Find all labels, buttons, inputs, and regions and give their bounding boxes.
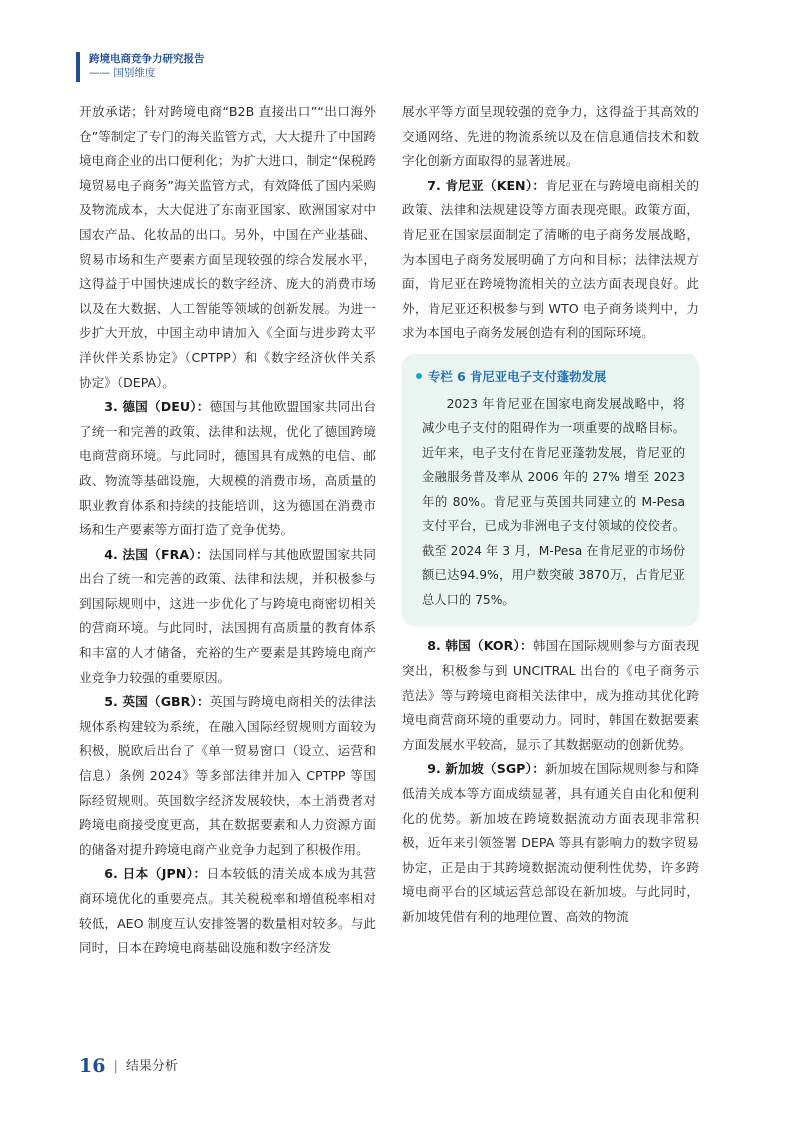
bullet-dot-icon <box>416 373 422 379</box>
section-body-korea: 韩国在国际规则参与方面表现突出，积极参与到 UNCITRAL 出台的《电子商务示范法》等与跨境电商相关法律中，成为推动其优化跨境电商营商环境的重要动力。同时，韩国在数据要素方面发展水平较高，显示了其数据驱动的创新优势。 <box>402 638 700 752</box>
paragraph-japan-cont: 展水平等方面呈现较强的竞争力，这得益于其高效的交通网络、先进的物流系统以及在信息通信技术和数字化创新方面取得的显著进展。 <box>402 104 699 169</box>
left-column <box>79 100 376 961</box>
paragraph-singapore <box>402 757 699 929</box>
section-body-france: 法国同样与其他欧盟国家共同出台了统一和完善的政策、法律和法规，并积极参与到国际规则中，这进一步优化了与跨境电商密切相关的营商环境。与此同时，法国拥有高质量的教育体系和丰富的人才储备，充裕的生产要素是其跨境电商产业竞争力较强的重要原因。 <box>79 546 376 685</box>
box-body: 2023 年肯尼亚在国家电商发展战略中，将减少电子支付的阻碍作为一项重要的战略目标。近年来，电子支付在肯尼亚蓬勃发展，肯尼亚的金融服务普及率从 2006 年的 27% 增至 2023 年的 80%。肯尼亚与英国共同建立的 M-Pesa 支付平台，已成为非洲电子支付领域的佼佼者。截至 2024 年 3 月，M-Pesa 在肯尼亚的市场份额已达94.9%，用户数突破 3870万，占肯尼亚总人口的 75%。 <box>422 396 685 607</box>
paragraph-china-cont: 开放承诺；针对跨境电商“B2B 直接出口”“出口海外仓”等制定了专门的海关监管方式，大大提升了中国跨境电商企业的出口便利化；为扩大进口，制定“保税跨境贸易电子商务”海关监管方式，有效降低了国内采购及物流成本，大大促进了东南亚国家、欧洲国家对中国农产品、化妆品的出口。另外，中国在产业基础、贸易市场和生产要素方面呈现较强的综合发展水平，这得益于中国快速成长的数字经济、庞大的消费市场以及在大数据、人工智能等领域的创新发展。为进一步扩大开放，中国主动申请加入《全面与进步跨太平洋伙伴关系协定》（CPTPP）和《数字经济伙伴关系协定》（DEPA）。 <box>79 104 376 390</box>
paragraph-germany <box>79 395 376 543</box>
running-header <box>76 52 205 82</box>
right-column <box>402 100 699 930</box>
report-title: 跨境电商竞争力研究报告 <box>89 53 205 65</box>
footer-separator: | <box>113 1059 118 1074</box>
report-subtitle: —— 国别维度 <box>89 67 156 79</box>
sidebar-box-kenya-payments <box>402 354 699 627</box>
section-body-germany: 德国与其他欧盟国家共同出台了统一和完善的政策、法律和法规，优化了德国跨境电商营商环境。与此同时，德国具有成熟的电信、邮政、物流等基础设施，大规模的消费市场，高质量的职业教育体系和持续的技能培训，这为德国在消费市场和生产要素等方面打造了竞争优势。 <box>79 399 376 538</box>
box-title-text: 专栏 6 肯尼亚电子支付蓬勃发展 <box>428 368 607 384</box>
paragraph-japan <box>79 862 376 960</box>
section-heading-france: 4. 法国（FRA）： <box>104 546 209 562</box>
section-heading-kenya: 7. 肯尼亚（KEN）： <box>427 177 546 193</box>
box-title <box>416 366 685 388</box>
section-heading-japan: 6. 日本（JPN）： <box>104 866 207 882</box>
section-heading-germany: 3. 德国（DEU）： <box>104 399 210 415</box>
section-body-kenya: 肯尼亚在与跨境电商相关的政策、法律和法规建设等方面表现亮眼。政策方面，肯尼亚在国家层面制定了清晰的电子商务发展战略，为本国电子商务发展明确了方向和目标；法律法规方面，肯尼亚在跨境物流相关的立法方面表现良好。此外，肯尼亚还积极参与到 WTO 电子商务谈判中，力求为本国电子商务发展创造有利的国际环境。 <box>402 177 699 341</box>
page-number: 16 <box>79 1055 106 1077</box>
section-body-japan: 日本较低的清关成本成为其营商环境优化的重要亮点。其关税税率和增值税率相对较低，AEO 制度互认安排签署的数量相对较多。与此同时，日本在跨境电商基础设施和数字经济发 <box>79 866 377 956</box>
paragraph-kenya <box>402 174 699 346</box>
page-footer <box>79 1055 178 1077</box>
section-body-uk: 英国与跨境电商相关的法律法规体系构建较为系统，在融入国际经贸规则方面较为积极，脱欧后出台了《单一贸易窗口（设立、运营和信息）条例 2024》等多部法律并加入 CPTPP 等国际经贸规则。英国数字经济发展较快，本土消费者对跨境电商接受度更高，其在数据要素和人力资源方面的储备对提升跨境电商产业竞争力起到了积极作用。 <box>79 694 376 857</box>
footer-section: 结果分析 <box>125 1059 178 1074</box>
paragraph-uk <box>79 690 376 862</box>
section-heading-uk: 5. 英国（GBR）： <box>104 694 210 710</box>
section-body-singapore: 新加坡在国际规则参与和降低清关成本等方面成绩显著，具有通关自由化和便利化的优势。新加坡在跨境数据流动方面表现非常积极，近年来引领签署 DEPA 等具有影响力的数字贸易协定，正是由于其跨境数据流动便利性优势，许多跨境电商平台的区域运营总部设在新加坡。与此同时，新加坡凭借有利的地理位置、高效的物流 <box>402 761 699 924</box>
paragraph-korea <box>402 634 699 757</box>
section-heading-singapore: 9. 新加坡（SGP）： <box>427 761 546 777</box>
section-heading-korea: 8. 韩国（KOR）： <box>427 638 533 654</box>
paragraph-france <box>79 543 376 691</box>
